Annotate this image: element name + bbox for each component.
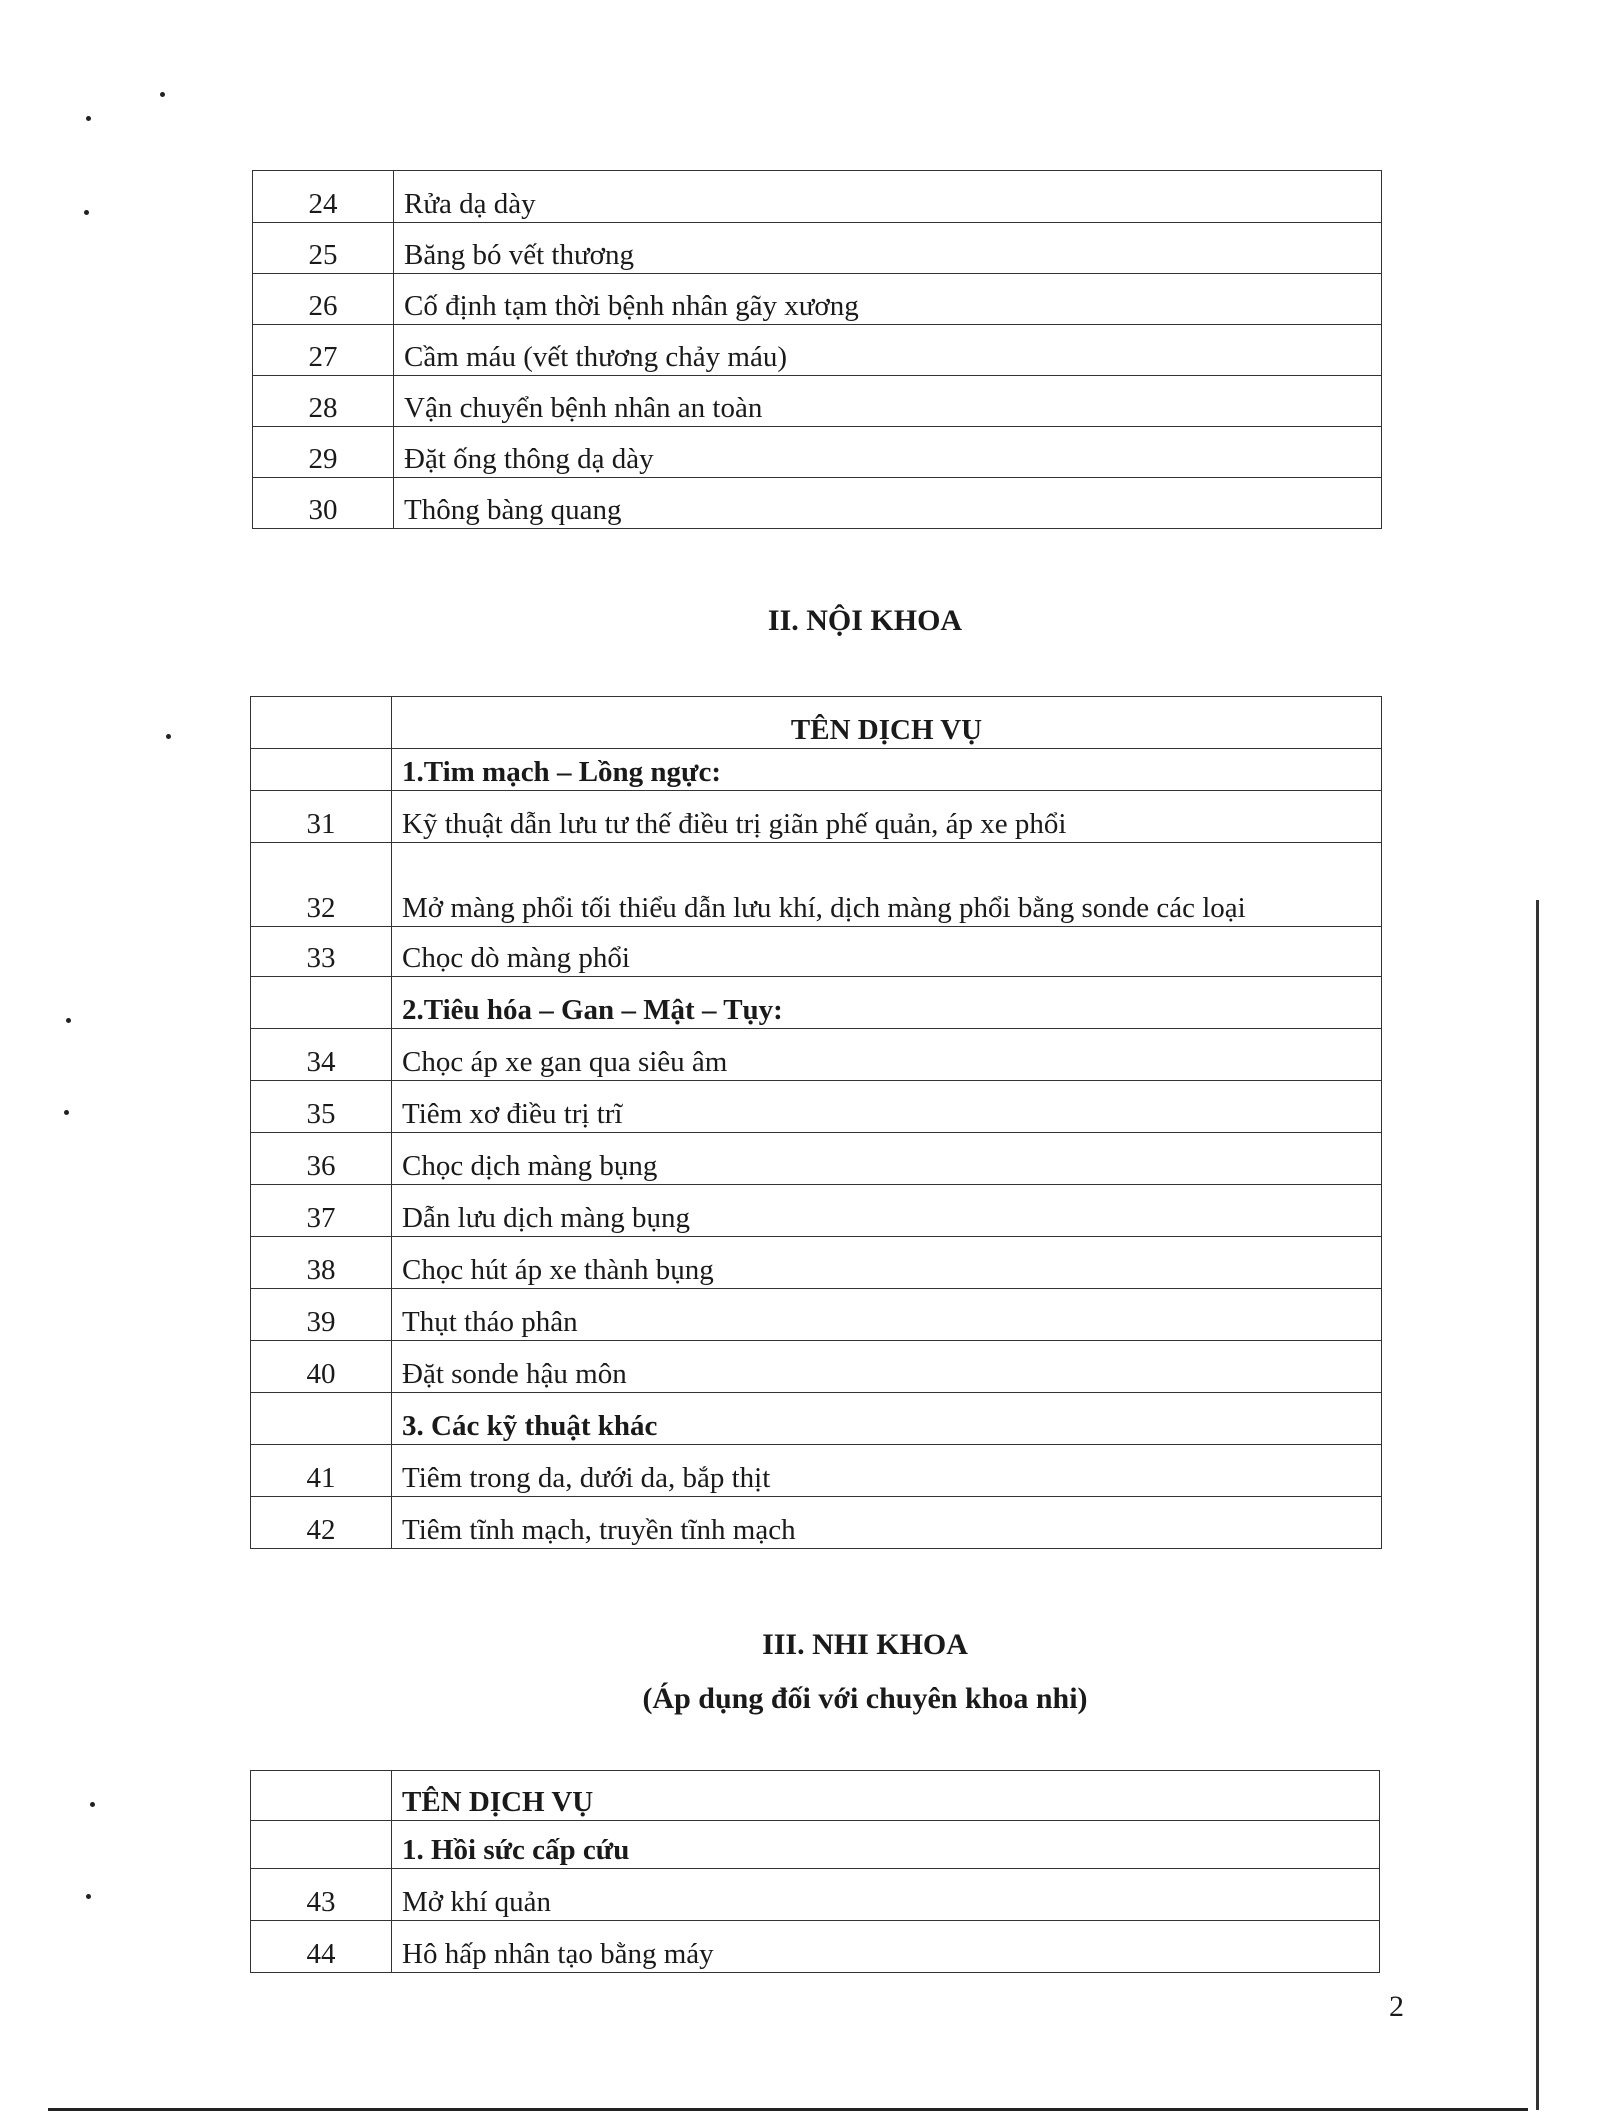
service-name: Vận chuyển bệnh nhân an toàn xyxy=(394,376,1382,427)
table-row xyxy=(251,1081,1382,1133)
service-name: Thông bàng quang xyxy=(394,478,1382,529)
service-name: Hô hấp nhân tạo bằng máy xyxy=(392,1921,1380,1973)
row-number: 26 xyxy=(253,274,394,325)
table-row xyxy=(251,791,1382,843)
service-name: Mở màng phổi tối thiểu dẫn lưu khí, dịch màng phổi bằng sonde các loại xyxy=(392,843,1382,927)
service-name: Đặt sonde hậu môn xyxy=(392,1341,1382,1393)
services-table-3 xyxy=(250,1770,1380,1973)
table-row xyxy=(251,1445,1382,1497)
table-row xyxy=(253,376,1382,427)
section-subtitle-nhi-khoa: (Áp dụng đối với chuyên khoa nhi) xyxy=(642,1682,1088,1715)
service-name: Băng bó vết thương xyxy=(394,223,1382,274)
row-number: 39 xyxy=(251,1289,392,1341)
group-row xyxy=(251,1821,1380,1869)
service-name: Cầm máu (vết thương chảy máu) xyxy=(394,325,1382,376)
page-number: 2 xyxy=(1389,1990,1404,2023)
group-row xyxy=(251,977,1382,1029)
service-name: Tiêm xơ điều trị trĩ xyxy=(392,1081,1382,1133)
row-number: 41 xyxy=(251,1445,392,1497)
scan-edge-right xyxy=(1536,900,1539,2110)
row-number: 38 xyxy=(251,1237,392,1289)
row-number: 33 xyxy=(251,927,392,977)
section-title-noi-khoa: II. NỘI KHOA xyxy=(767,604,963,637)
table-row xyxy=(253,274,1382,325)
row-number: 34 xyxy=(251,1029,392,1081)
row-number: 28 xyxy=(253,376,394,427)
scan-speck xyxy=(64,1110,69,1115)
table-header-row xyxy=(251,697,1382,749)
services-table-2 xyxy=(250,696,1382,1549)
column-header: TÊN DỊCH VỤ xyxy=(392,1771,1380,1821)
table-row xyxy=(251,1869,1380,1921)
table-row xyxy=(251,1497,1382,1549)
services-table-1 xyxy=(252,170,1382,529)
scan-speck xyxy=(84,210,89,215)
table-row xyxy=(251,1921,1380,1973)
table-row xyxy=(253,325,1382,376)
service-name: Kỹ thuật dẫn lưu tư thế điều trị giãn phế quản, áp xe phổi xyxy=(392,791,1382,843)
service-name: Rửa dạ dày xyxy=(394,171,1382,223)
service-name: Thụt tháo phân xyxy=(392,1289,1382,1341)
group-row xyxy=(251,749,1382,791)
row-number: 30 xyxy=(253,478,394,529)
table-row xyxy=(251,1341,1382,1393)
row-number: 36 xyxy=(251,1133,392,1185)
table-row xyxy=(253,478,1382,529)
row-number: 43 xyxy=(251,1869,392,1921)
table-row xyxy=(251,927,1382,977)
row-number: 35 xyxy=(251,1081,392,1133)
row-number: 37 xyxy=(251,1185,392,1237)
table-row xyxy=(251,1133,1382,1185)
section-title-nhi-khoa: III. NHI KHOA xyxy=(762,1628,968,1661)
service-name: Cố định tạm thời bệnh nhân gãy xương xyxy=(394,274,1382,325)
table-header-row xyxy=(251,1771,1380,1821)
service-name: Chọc dò màng phổi xyxy=(392,927,1382,977)
group-heading: 2.Tiêu hóa – Gan – Mật – Tụy: xyxy=(392,977,1382,1029)
group-heading: 1. Hồi sức cấp cứu xyxy=(392,1821,1380,1869)
table-row xyxy=(251,1289,1382,1341)
scan-speck xyxy=(160,92,165,97)
row-number: 29 xyxy=(253,427,394,478)
table-row xyxy=(253,427,1382,478)
scan-speck xyxy=(86,1894,91,1899)
table-row xyxy=(251,1185,1382,1237)
row-number: 31 xyxy=(251,791,392,843)
row-number: 24 xyxy=(253,171,394,223)
row-number: 44 xyxy=(251,1921,392,1973)
scan-speck xyxy=(86,116,91,121)
row-number: 42 xyxy=(251,1497,392,1549)
service-name: Mở khí quản xyxy=(392,1869,1380,1921)
service-name: Chọc áp xe gan qua siêu âm xyxy=(392,1029,1382,1081)
column-header: TÊN DỊCH VỤ xyxy=(392,697,1382,749)
row-number: 32 xyxy=(251,843,392,927)
scan-speck xyxy=(166,734,171,739)
group-row xyxy=(251,1393,1382,1445)
service-name: Chọc dịch màng bụng xyxy=(392,1133,1382,1185)
service-name: Tiêm trong da, dưới da, bắp thịt xyxy=(392,1445,1382,1497)
service-name: Dẫn lưu dịch màng bụng xyxy=(392,1185,1382,1237)
row-number: 40 xyxy=(251,1341,392,1393)
service-name: Đặt ống thông dạ dày xyxy=(394,427,1382,478)
scan-edge-bottom xyxy=(48,2108,1528,2111)
scan-speck xyxy=(66,1018,71,1023)
row-number: 25 xyxy=(253,223,394,274)
table-row xyxy=(251,1029,1382,1081)
group-heading: 3. Các kỹ thuật khác xyxy=(392,1393,1382,1445)
table-row xyxy=(253,171,1382,223)
scan-speck xyxy=(90,1802,95,1807)
service-name: Tiêm tĩnh mạch, truyền tĩnh mạch xyxy=(392,1497,1382,1549)
table-row xyxy=(251,843,1382,927)
service-name: Chọc hút áp xe thành bụng xyxy=(392,1237,1382,1289)
row-number: 27 xyxy=(253,325,394,376)
table-row xyxy=(253,223,1382,274)
table-row xyxy=(251,1237,1382,1289)
group-heading: 1.Tim mạch – Lồng ngực: xyxy=(392,749,1382,791)
